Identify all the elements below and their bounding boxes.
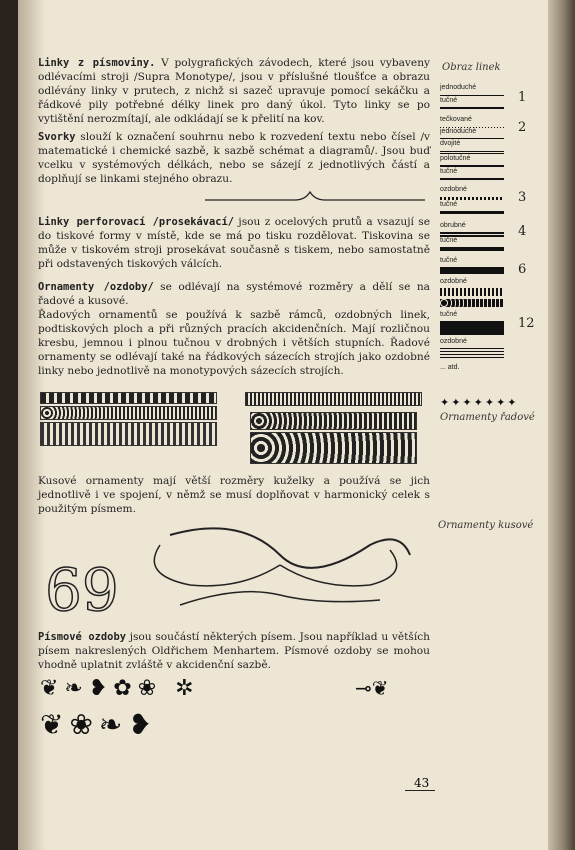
paragraph-svorky: Svorky slouží k označení souhrnu nebo k rozvedení textu nebo čísel /v matematické i chemické sazbě, k sazbě schémat a diagramů/. Jsou buď vcelku v systémových délkách, nebo se sázejí z jednotlivých částí a doplňují se linkami stejného obrazu. <box>38 131 430 185</box>
line-size-number: 3 <box>518 190 527 205</box>
caption-ornamenty-radove: Ornamenty řadové <box>440 412 535 423</box>
line-label: ozdobné <box>440 186 467 193</box>
line-sample <box>440 197 504 200</box>
line-sample <box>440 267 504 274</box>
line-sample <box>440 288 504 296</box>
line-size-number: 1 <box>518 90 527 105</box>
line-size-number: 2 <box>518 120 527 135</box>
paragraph-pismove: Písmové ozdoby jsou součástí některých písem. Jsou například u větších písem nakreslených Oldřichem Menhartem. Písmové ozdoby se mohou vhodně uplatnit zvláště v akcidenční sazbě. <box>38 631 430 671</box>
paragraph-radove: Řadových ornamentů se používá k sazbě rámců, ozdobných linek, podtiskových ploch a při různých pracích akcidenčních. Mají rozličnou kresbu, jemnou i plnou tučnou v drobných i větších stupních. Řadové ornamenty se odlévají také na řádkových sázecích strojích jako ozdobné linky nebo jednotlivě na monotypových sázecích strojích. <box>38 309 430 377</box>
letter-ornament-right: ⊸❦ <box>355 676 389 700</box>
line-sample <box>440 165 504 167</box>
ornament-row-5 <box>250 412 417 430</box>
paragraph-perforovaci: Linky perforovací /prosekávací/ jsou z ocelových prutů a vsazují se do tiskové formy v místě, kde se má po tisku rozdělovat. Tiskovina se může v tiskovém stroji prosekávat současně s tiskem, nebo samostatně při odstavených tiskových válcích. <box>38 216 430 270</box>
line-size-number: 6 <box>518 262 527 277</box>
paragraph-kusove: Kusové ornamenty mají větší rozměry kuželky a používá se jich jednotlivě i ve spojení, v němž se musí doplňovat v harmonický celek s použitým písmem. <box>38 475 430 515</box>
ornament-row-4 <box>245 392 422 406</box>
line-label: tečkované <box>440 116 472 123</box>
letter-ornaments-row-1: ❦❧❥✿❀ ✲ <box>40 676 200 701</box>
line-label: tučné <box>440 311 458 318</box>
letter-ornaments-row-2: ❦❀❧❥ <box>40 708 158 741</box>
line-sample <box>440 95 504 96</box>
line-sample <box>440 232 504 234</box>
line-label: ozdobné <box>440 278 467 285</box>
line-label: tučné <box>440 237 458 244</box>
star-ornament-row: ✦✦✦✦✦✦✦ <box>440 396 519 409</box>
line-label: polotučné <box>440 155 471 162</box>
line-size-number: 12 <box>518 316 535 331</box>
ornament-row-1 <box>40 392 217 404</box>
line-sample <box>440 247 504 251</box>
line-sample <box>440 107 504 109</box>
line-label: ... atd. <box>440 364 460 371</box>
line-label: jednoduché <box>440 84 477 91</box>
line-label: tučné <box>440 201 458 208</box>
line-label: tučné <box>440 257 458 264</box>
sidebar-heading: Obraz linek <box>442 62 501 73</box>
line-sample <box>440 299 504 307</box>
line-label: dvojité <box>440 140 461 147</box>
line-sample <box>440 151 504 152</box>
line-sample <box>440 348 504 349</box>
caption-ornamenty-kusove: Ornamenty kusové <box>438 520 534 531</box>
line-label: jednoduché <box>440 128 477 135</box>
paragraph-ornamenty: Ornamenty /ozdoby/ se odlévají na systémové rozměry a dělí se na řadové a kusové. <box>38 281 430 307</box>
line-label: tučné <box>440 168 458 175</box>
line-sample <box>440 178 504 180</box>
line-size-number: 4 <box>518 224 527 239</box>
line-label: obrubné <box>440 222 466 229</box>
line-sample <box>440 211 504 214</box>
line-label: tučné <box>440 97 458 104</box>
svg-text:69: 69 <box>45 556 119 624</box>
paragraph-linky: Linky z písmoviny. V polygrafických závodech, které jsou vybaveny odlévacími stroji /Supra Monotype/, jsou v příslušné tloušťce a obrazu odlévány linky v prutech, z nichž si sazeč upravuje pomocí sekáčku a řádkové pily potřebné délky linek pro daný úkol. Tyto linky se po vytištění nerozmítají, ale odkládají se k přelití na kov. <box>38 57 430 125</box>
piece-ornament-flourish <box>40 515 420 625</box>
ornament-row-6 <box>250 432 417 464</box>
page-edge <box>548 0 575 850</box>
page-number-rule <box>405 790 435 791</box>
line-label: ozdobné <box>440 338 467 345</box>
line-sample <box>440 321 504 335</box>
page-number: 43 <box>414 776 430 790</box>
brace-illustration <box>200 186 430 208</box>
line-sample <box>440 138 504 139</box>
ornament-row-3 <box>40 422 217 446</box>
ornament-row-2 <box>40 406 217 420</box>
